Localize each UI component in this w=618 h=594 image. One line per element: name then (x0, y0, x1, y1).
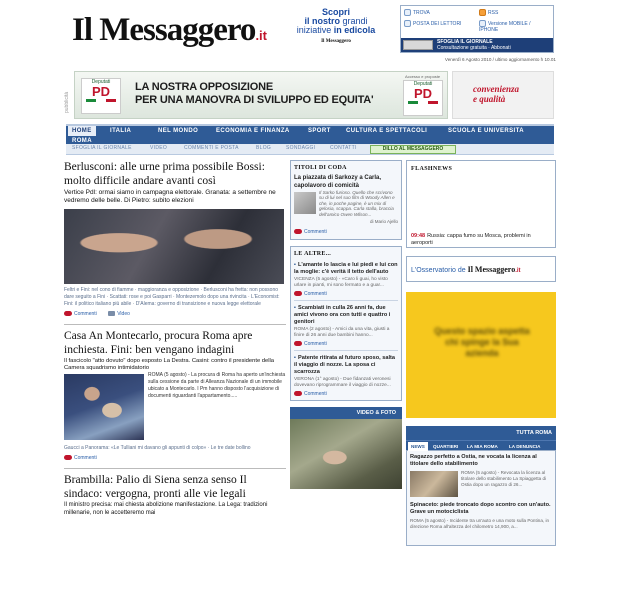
subnav-blog[interactable]: BLOG (256, 145, 272, 151)
yellow-ad[interactable] (406, 292, 556, 418)
side-ad-text: convenienza e qualità (473, 84, 519, 104)
page (62, 0, 556, 594)
flashnews-heading: FLASHNEWS (411, 166, 453, 172)
titoli-quote: Il Sarko furioso. Quello che scrivono su di lui nel suo film di Woody Allen e che, in poche pagine, è un mix di gelosia, scappa. Carla stalla, braccia dell'amico Owen Wilson... (319, 190, 395, 217)
tutta-roma-item-title[interactable]: Spinaceto: piede troncato dopo scontro con un'auto. Grave un motociclista (410, 502, 551, 515)
titoli-heading: TITOLI DI CODA (294, 165, 347, 171)
tab-quartieri[interactable]: QUARTIERI (433, 444, 459, 449)
story2-deck: Il fascicolo "atto dovuto" dopo esposto La Destra. Casini: contro il presidente della Camera squadrismo intimidatorio (64, 358, 275, 371)
tutta-roma-body (406, 450, 556, 546)
banner-headline: LA NOSTRA OPPOSIZIONE PER UNA MANOVRA DI SVILUPPO ED EQUITA' (135, 81, 374, 106)
masthead-text: Il Messaggero (72, 12, 256, 48)
video-icon (108, 311, 115, 316)
dateline: Venerdì 6 Agosto 2010 / ultimo aggiornamento h 10.01 (444, 57, 556, 62)
divider (294, 300, 398, 301)
subnav-video[interactable]: VIDEO (150, 145, 168, 151)
nav-economia[interactable]: ECONOMIA E FINANZA (216, 128, 290, 134)
story2-blurb: ROMA (5 agosto) - La procura di Roma ha aperto un'inchiesta sulla cessione da parte di Alleanza Nazionale di un immobile ubicato a Montecarlo. I Pm hanno disposto l'acquisizione di documenti riguardanti l'appartamento..... (148, 372, 286, 399)
titoli-thumbnail[interactable] (294, 192, 316, 214)
main-column (64, 160, 286, 517)
divider (64, 468, 286, 469)
nav-roma[interactable]: ROMA (72, 138, 92, 144)
comment-icon (294, 391, 302, 396)
promo-logo: Il Messaggero (321, 39, 351, 44)
pd-logo-right: Deputati PD (403, 80, 443, 116)
titoli-di-coda-box (290, 160, 402, 240)
middle-column (290, 160, 402, 489)
flashnews-time: 09:48 (411, 233, 426, 239)
story2-caption[interactable]: Gaucci a Panorama: «Le Tulliani mi davano gli appunti di colpo» · Le tre date bollino (64, 445, 251, 451)
altre-item-title[interactable]: ▪ Scambiati in culla 26 anni fa, due amici vivono ora con tutti e quattro i genitori (291, 303, 401, 326)
divider (294, 350, 398, 351)
utility-box (400, 5, 554, 53)
subnav-contatti[interactable]: CONTATTI (330, 145, 357, 151)
nav-italia[interactable]: ITALIA (110, 128, 132, 134)
story1-photo[interactable] (64, 209, 284, 284)
comment-icon (64, 455, 72, 460)
promo-line1: Scopri (321, 7, 350, 17)
ad-banner[interactable] (64, 71, 554, 119)
flashnews-box (406, 160, 556, 248)
tutta-roma-item-text: ROMA (5 agosto) - Revocata la licenza al titolare dello stabilimento La Spiaggetta di Ostia dopo un ragazzo di 26... (461, 470, 547, 487)
story1-comments-link[interactable]: Commenti (74, 311, 97, 317)
tutta-roma-tabs (406, 440, 556, 450)
right-column (406, 160, 556, 546)
story2-photo[interactable] (64, 374, 144, 440)
tutta-roma-item-text: ROMA (5 agosto) - Incidente tra un'auto e una moto sulla Pontina, in direzione Roma all'altezza del chilometro 14,900, a... (410, 518, 550, 529)
tab-la-mia-roma[interactable]: LA MIA ROMA (467, 444, 498, 449)
trova-link[interactable]: TROVA (404, 9, 430, 16)
rss-link[interactable]: RSS (479, 9, 498, 16)
altre-heading: LE ALTRE... (294, 251, 332, 258)
tab-la-denuncia[interactable]: LA DENUNCIA (509, 444, 541, 449)
story2-comments-link[interactable]: Commenti (74, 455, 97, 461)
altre-item-text: ROMA (2 agosto) - Amici da una vita, giusti a finire di 26 anni due bambini hanno... (294, 327, 390, 339)
ad-label: pubblicità (64, 91, 70, 113)
le-altre-box (290, 246, 402, 401)
subnav-sfoglia[interactable]: SFOGLIA IL GIORNALE (72, 145, 132, 151)
nav-nel-mondo[interactable]: NEL MONDO (158, 128, 199, 134)
altre-item-text: VERONA (1° agosto) - Due fidanzati veronesi dovevano riprogrammare il viaggio di nozze... (294, 377, 391, 389)
story1-video-link[interactable]: Video (117, 311, 130, 317)
nav-sport[interactable]: SPORT (308, 128, 331, 134)
altre-item-title[interactable]: ▪ L'amante lo lascia e lui piedi e lui con la moglie: c'è verità il tetto dell'auto (291, 260, 401, 276)
flashnews-item[interactable] (411, 233, 551, 247)
masthead-logo[interactable] (72, 12, 267, 49)
nav-home[interactable]: HOME (68, 126, 96, 136)
flashnews-text: Russia: cappa fumo su Mosca, problemi in aeroporti (411, 233, 531, 246)
osservatorio-box[interactable] (406, 256, 556, 282)
comment-icon (294, 291, 302, 296)
pd-logo-left: Deputati PD (81, 78, 121, 114)
search-icon (404, 9, 411, 16)
tab-news[interactable]: NEWS (408, 442, 428, 451)
altre-comments[interactable]: Commenti (291, 390, 401, 400)
story2-meta (64, 455, 286, 463)
story3-headline[interactable]: Brambilla: Palio di Siena senza senso Il sindaco: vergogna, pronti alle vie legali (64, 474, 247, 500)
altre-item-title[interactable]: ▪ Patente ritirata al futuro sposo, salta il viaggio di nozze. La sposa ci scarrozza (291, 353, 401, 376)
newspaper-thumbnail-icon (403, 40, 433, 50)
main-nav (66, 124, 554, 144)
titoli-comments[interactable]: Commenti (291, 226, 401, 239)
pd-banner[interactable] (74, 71, 448, 119)
promo-line2: il nostro grandi (304, 16, 368, 26)
altre-comments[interactable]: Commenti (291, 290, 401, 298)
tutta-roma-heading[interactable]: TUTTA ROMA (406, 426, 556, 440)
nav-cultura[interactable]: CULTURA E SPETTACOLI (346, 128, 428, 134)
titoli-title[interactable]: La piazzata di Sarkozy a Carla, capolavoro di comicità (294, 175, 382, 189)
divider (64, 324, 286, 325)
edicola-promo[interactable] (290, 8, 382, 46)
story3-deck: Il ministro precisa: mai chiesta abolizione manifestazione. La Lega: tradizioni millenarie, non le accetteremo mai (64, 502, 268, 516)
comment-icon (64, 311, 72, 316)
mobile-link[interactable]: Versione MOBILE / IPHONE (479, 20, 531, 33)
story1-headline[interactable]: Berlusconi: alle urne prima possibile Bossi: molto difficile andare avanti così (64, 161, 265, 187)
story1-deck: Vertice Pdl: ormai siamo in campagna elettorale. Granata: a settembre ne vedremo delle belle. Di Pietro: subito elezioni (64, 189, 276, 204)
posta-lettori-link[interactable]: POSTA DEI LETTORI (404, 20, 474, 27)
story1-meta (64, 311, 286, 319)
yellow-ad-text: Questo spazio aspetta chi spinge la Sua azienda (434, 326, 530, 358)
sub-nav (66, 144, 554, 155)
masthead-tld: .it (255, 28, 267, 43)
tutta-roma-item-title[interactable]: Ragazzo perfetto a Ostia, ne vocata la licenza al titolare dello stabilimento (410, 454, 537, 467)
osservatorio-label: L'Osservatorio de Il Messaggero.it (411, 265, 521, 274)
story2-headline[interactable]: Casa An Montecarlo, procura Roma apre inchiesta. Fini: ben vengano indagini (64, 330, 253, 356)
altre-comments[interactable]: Commenti (291, 340, 401, 348)
comment-icon (294, 341, 302, 346)
altre-item-text: VICENZA (5 agosto) - «Caro li guai, ho visto urlare in pianti, mi sono fermato e a guar... (294, 277, 388, 289)
video-foto-heading[interactable]: VIDEO & FOTO (290, 407, 402, 419)
titoli-author: di Mario Ajello (369, 219, 398, 225)
story1-caption[interactable]: Feltri e Fini: nel cono di fiamme · maggioranza e opposizione · Berlusconi ha fretta: non possono dare seguito a Fini · Scattati: rose e poi Gasparri · Montezemolo dopo una rivincita · L'Economist: Fini: il politico italiano più abile · D'Alema: governo di transizione e nuova legge elettorale (64, 287, 280, 307)
rss-icon (479, 9, 486, 16)
subnav-commenti[interactable]: COMMENTI E POSTA (184, 145, 239, 151)
tutta-roma-thumbnail[interactable] (410, 471, 458, 497)
sfoglia-label: SFOGLIA IL GIORNALE (437, 39, 493, 45)
nav-scuola[interactable]: SCUOLA E UNIVERSITA (448, 128, 524, 134)
banner-tag: Accesso e proposte (405, 74, 441, 79)
promo-line3: iniziative in edicola (296, 25, 376, 35)
side-ad[interactable] (452, 71, 554, 119)
sfoglia-bar[interactable] (401, 38, 553, 52)
mail-icon (404, 20, 411, 27)
subnav-sondaggi[interactable]: SONDAGGI (286, 145, 316, 151)
comment-icon (294, 229, 302, 234)
video-thumbnail[interactable] (290, 419, 402, 489)
phone-icon (479, 20, 486, 27)
dillo-button[interactable]: DILLO AL MESSAGGERO (370, 145, 456, 154)
sfoglia-sub: Consultazione gratuita · Abbonati (437, 45, 511, 51)
